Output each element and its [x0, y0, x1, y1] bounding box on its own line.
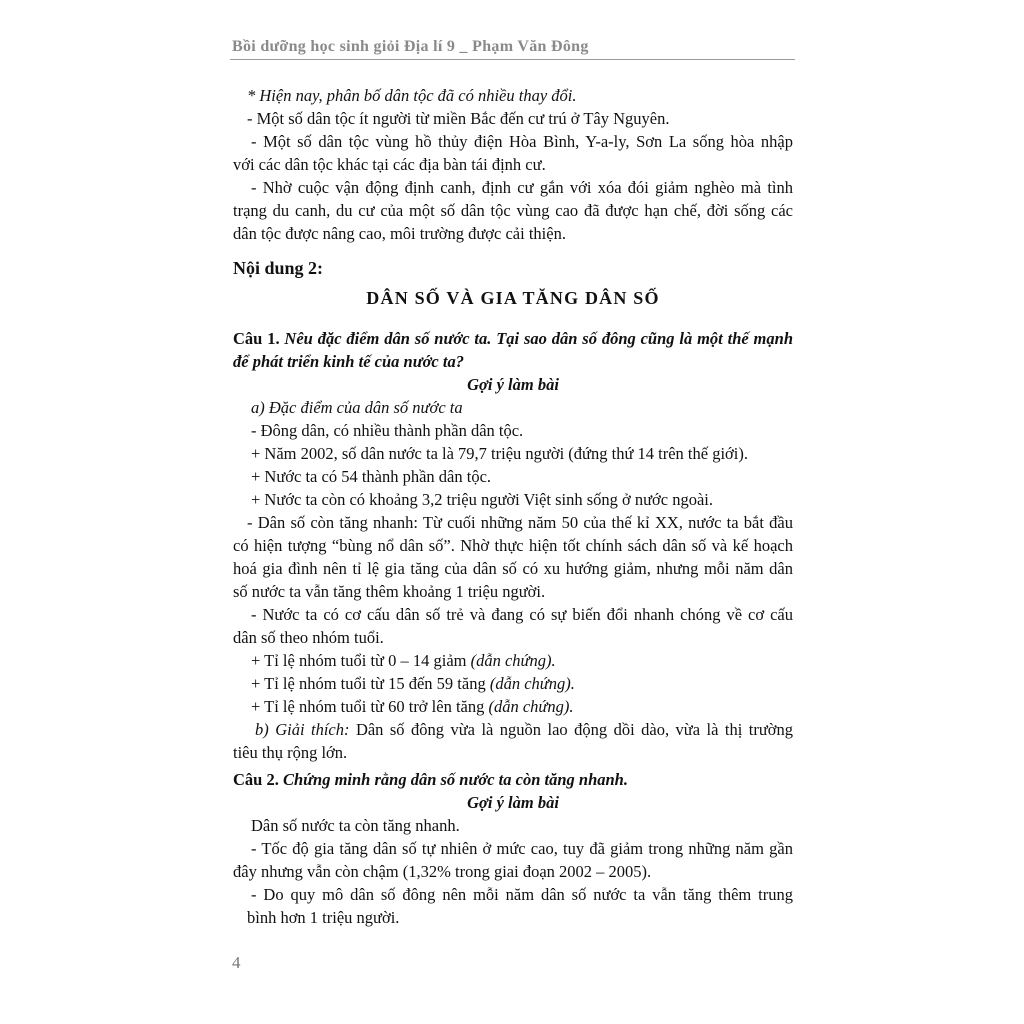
q1-line-9-text: + Tỉ lệ nhóm tuổi từ 60 trở lên tăng [251, 697, 489, 716]
page-body [233, 84, 793, 929]
q2-line-3-1: - Do quy mô dân số đông nên mỗi năm dân số nước ta vẫn tăng thêm trung [251, 885, 793, 904]
intro-paragraph-2-line-2: với các dân tộc khác tại các địa bàn tái định cư. [233, 155, 546, 174]
q1-b-line-1 [233, 718, 793, 741]
q2-line-2-1: - Tốc độ gia tăng dân số tự nhiên ở mức cao, tuy đã giảm trong những năm gần [251, 839, 793, 858]
question-1-line-1 [233, 327, 793, 350]
q1-line-8-text: + Tỉ lệ nhóm tuổi từ 15 đến 59 tăng [251, 674, 490, 693]
q1-line-5-1: - Dân số còn tăng nhanh: Từ cuối những năm 50 của thế kỉ XX, nước ta bắt đầu [247, 513, 793, 532]
question-1-line-2: để phát triển kinh tế của nước ta? [233, 352, 464, 371]
q1-line-5-3: hoá gia đình nên tỉ lệ gia tăng của dân số có xu hướng giảm, nhưng mỗi năm dân [233, 559, 793, 578]
question-1-text: Nêu đặc điểm dân số nước ta. Tại sao dân số đông cũng là một thế mạnh [279, 329, 793, 348]
q1-a-title: a) Đặc điểm của dân số nước ta [251, 398, 463, 417]
header-rule [230, 59, 795, 60]
q1-line-3: + Nước ta có 54 thành phần dân tộc. [251, 467, 492, 486]
q1-line-9-evidence: (dẫn chứng). [488, 697, 574, 716]
question-2-text: Chứng minh rằng dân số nước ta còn tăng nhanh. [278, 770, 628, 789]
intro-paragraph-3-line-2: trạng du canh, du cư của một số dân tộc vùng cao đã được hạn chế, đời sống các [233, 201, 793, 220]
q1-line-4: + Nước ta còn có khoảng 3,2 triệu người Việt sinh sống ở nước ngoài. [251, 490, 713, 509]
q1-b-label: b) Giải thích: [255, 720, 350, 739]
question-2-label: Câu 2. [233, 770, 279, 789]
question-1-label: Câu 1. [233, 329, 280, 348]
q1-line-9 [233, 695, 793, 718]
q1-line-7 [233, 649, 793, 672]
q1-b-text: Dân số đông vừa là nguồn lao động dồi dào, vừa là thị trường [349, 720, 793, 739]
page-number: 4 [232, 953, 241, 972]
q1-line-7-evidence: (dẫn chứng). [470, 651, 556, 670]
q2-line-1: Dân số nước ta còn tăng nhanh. [251, 816, 460, 835]
q2-line-3-2: bình hơn 1 triệu người. [247, 908, 400, 927]
q1-line-5-4: số nước ta vẫn tăng thêm khoảng 1 triệu người. [233, 582, 546, 601]
section-title: DÂN SỐ VÀ GIA TĂNG DÂN SỐ [366, 288, 660, 308]
question-1-hint: Gợi ý làm bài [467, 375, 559, 394]
question-2-line [233, 768, 793, 791]
question-2-hint: Gợi ý làm bài [467, 793, 559, 812]
q1-b-line-2: tiêu thụ rộng lớn. [233, 743, 348, 762]
q1-line-6-1: - Nước ta có cơ cấu dân số trẻ và đang có sự biến đổi nhanh chóng về cơ cấu [251, 605, 793, 624]
q2-line-2-2: đây nhưng vẫn còn chậm (1,32% trong giai đoạn 2002 – 2005). [233, 862, 652, 881]
intro-paragraph-1: - Một số dân tộc ít người từ miền Bắc đến cư trú ở Tây Nguyên. [247, 109, 670, 128]
intro-paragraph-3-line-1: - Nhờ cuộc vận động định canh, định cư gắn với xóa đói giảm nghèo mà tình [251, 178, 793, 197]
q1-line-6-2: dân số theo nhóm tuổi. [233, 628, 384, 647]
intro-paragraph-2-line-1: - Một số dân tộc vùng hồ thủy điện Hòa Bình, Y-a-ly, Sơn La sống hòa nhập [251, 132, 793, 151]
intro-note: * Hiện nay, phân bố dân tộc đã có nhiều thay đổi. [247, 86, 577, 105]
intro-paragraph-3-line-3: dân tộc được nâng cao, môi trường được cải thiện. [233, 224, 566, 243]
q1-line-7-text: + Tỉ lệ nhóm tuổi từ 0 – 14 giảm [251, 651, 471, 670]
q1-line-1: - Đông dân, có nhiều thành phần dân tộc. [251, 421, 524, 440]
q1-line-8-evidence: (dẫn chứng). [489, 674, 575, 693]
q1-line-2: + Năm 2002, số dân nước ta là 79,7 triệu người (đứng thứ 14 trên thế giới). [251, 444, 748, 463]
section-label: Nội dung 2: [233, 258, 324, 278]
running-header: Bồi dưỡng học sinh giỏi Địa lí 9 _ Phạm Văn Đông [232, 38, 589, 55]
q1-line-5-2: có hiện tượng “bùng nổ dân số”. Nhờ thực hiện tốt chính sách dân số và kế hoạch [233, 536, 793, 555]
q1-line-8 [233, 672, 793, 695]
